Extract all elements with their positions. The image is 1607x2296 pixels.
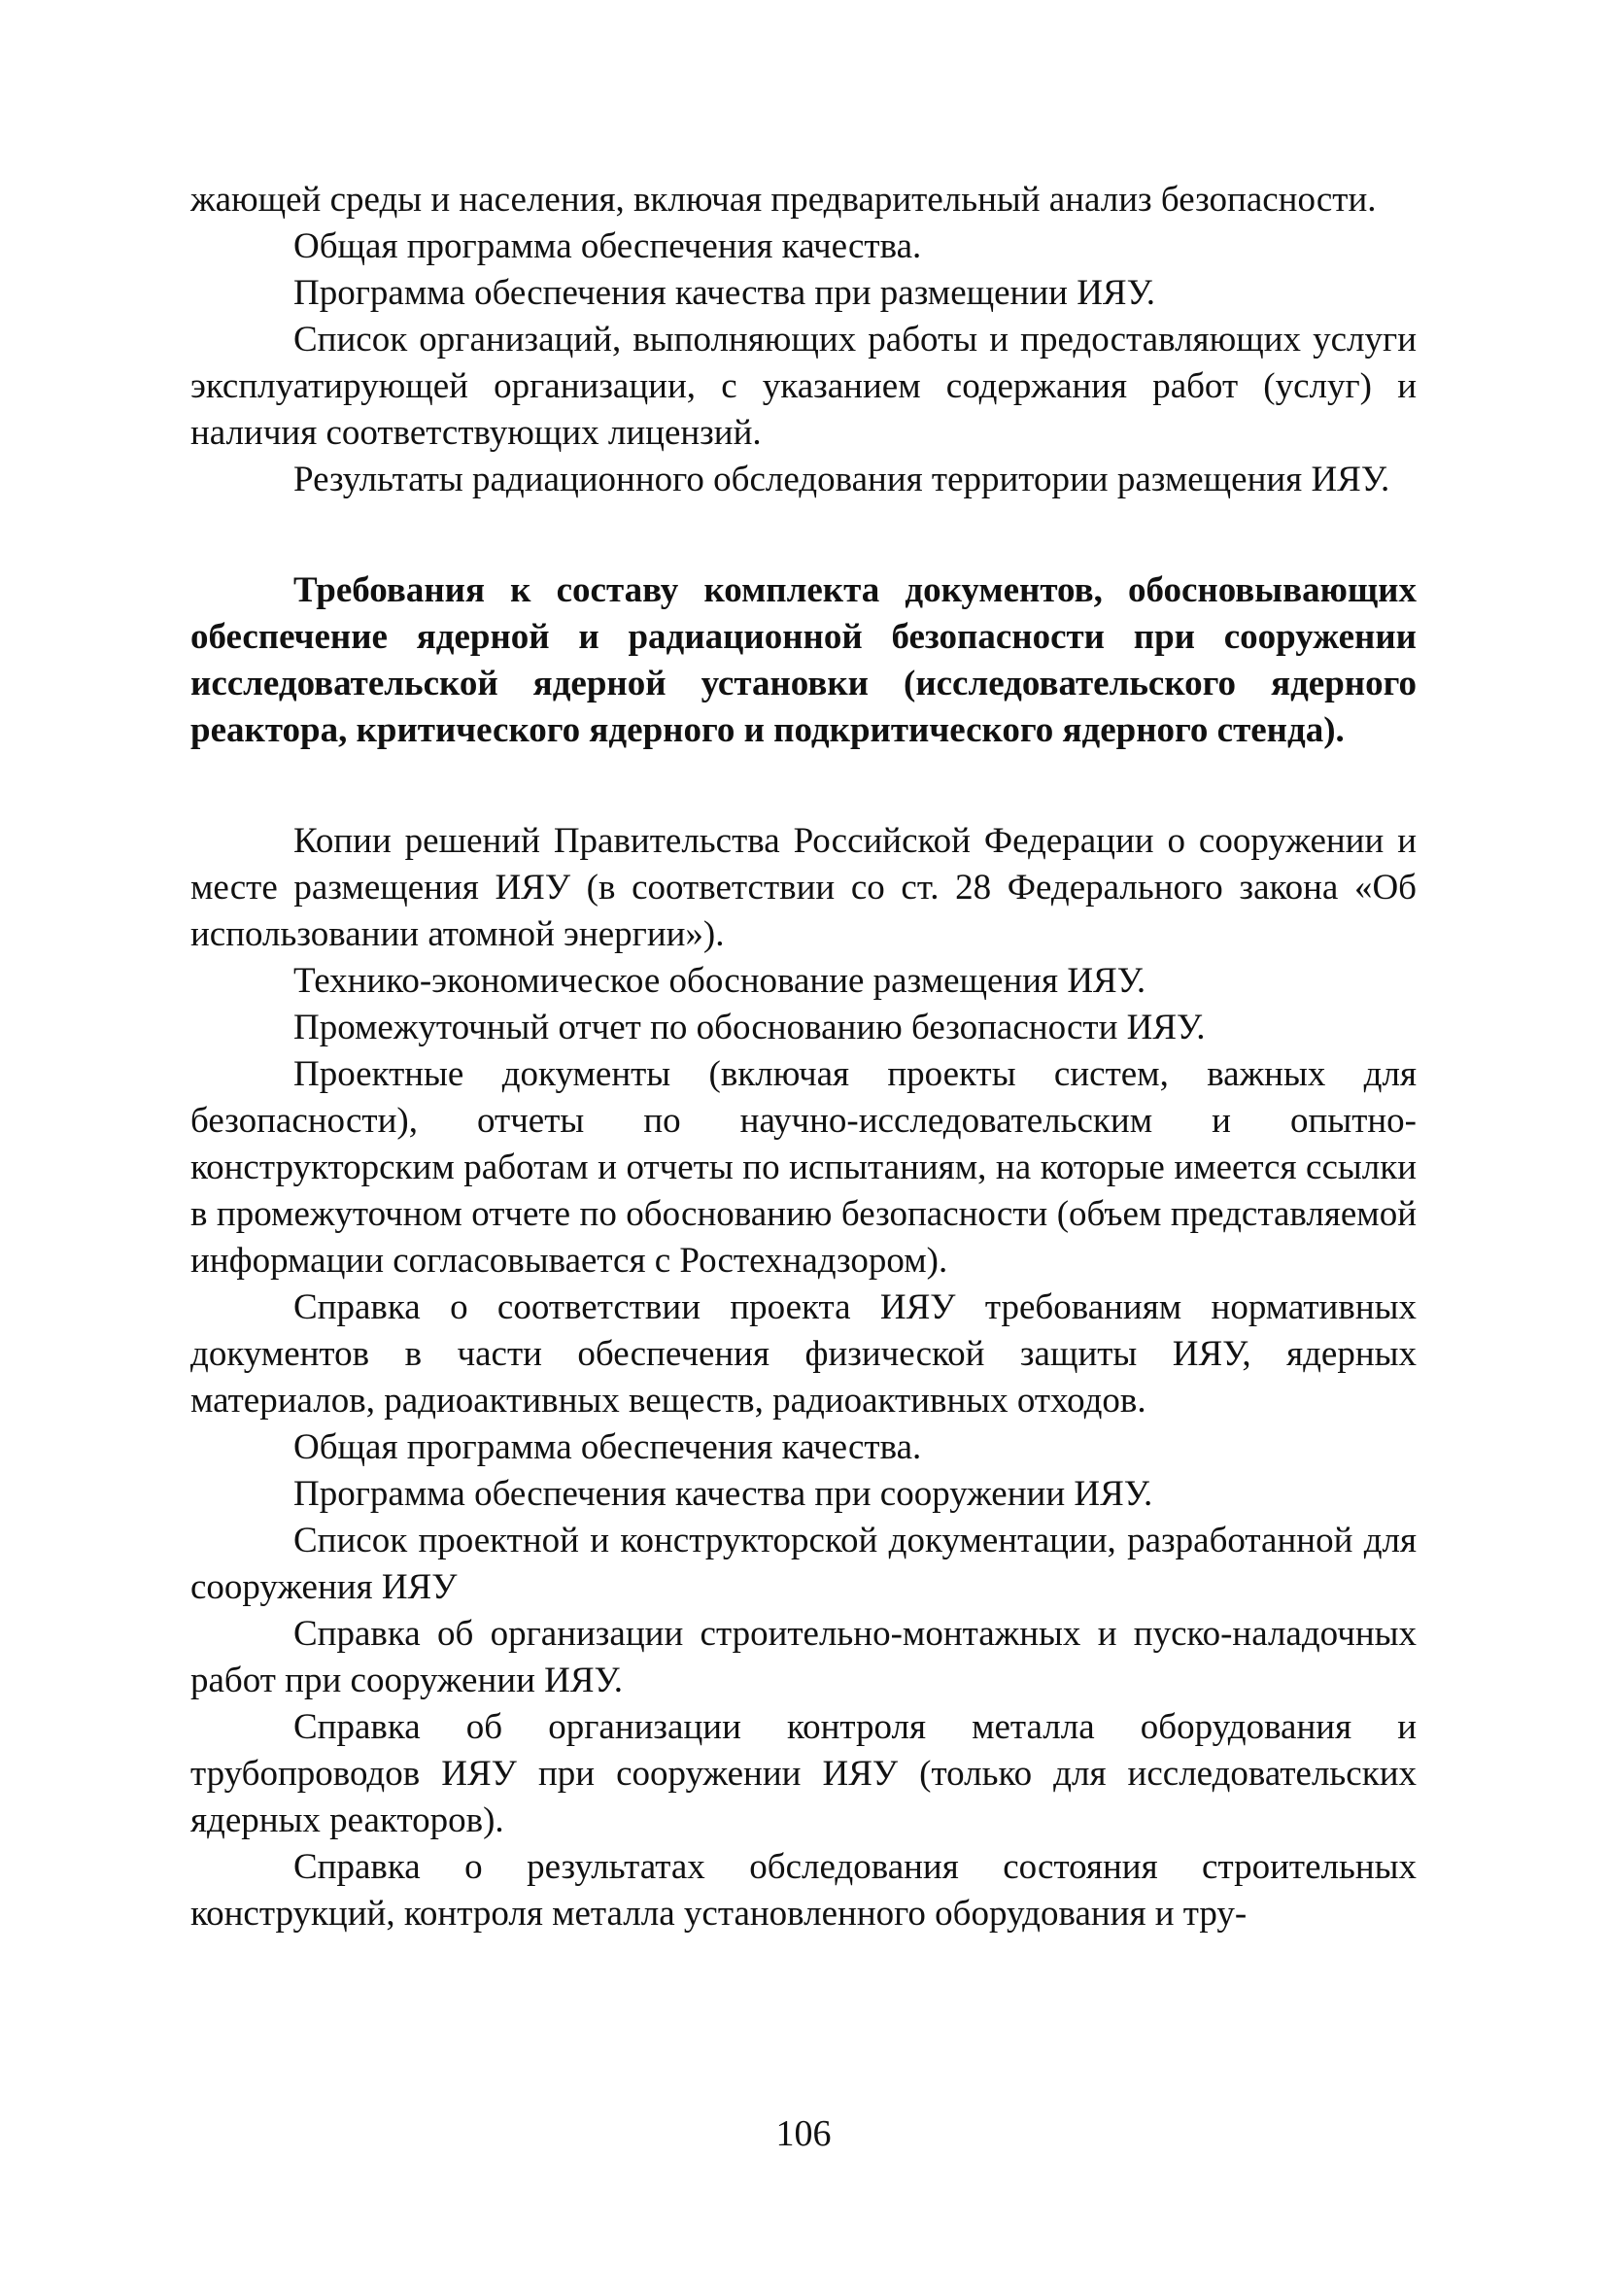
paragraphs-before-heading [190,177,1417,503]
paragraph: Список организаций, выполняющих работы и предоставляющих услуги эксплуатирующей организации, с указанием содержания работ (услуг) и наличия соответствующих лицензий. [190,320,1417,453]
paragraph: Программа обеспечения качества при размещении ИЯУ. [293,273,1156,313]
paragraph: Копии решений Правительства Российской Федерации о сооружении и месте размещения ИЯУ (в соответствии со ст. 28 Федерального закона «Об использовании атомной энергии»). [190,821,1417,954]
paragraph: Общая программа обеспечения качества. [293,1427,922,1467]
spacer [190,503,1417,567]
paragraph: Справка об организации строительно-монтажных и пуско-наладочных работ при сооружении ИЯУ. [190,1614,1417,1700]
paragraph: Проектные документы (включая проекты систем, важных для безопасности), отчеты по научно-исследовательским и опытно-конструкторским работам и отчеты по испытаниям, на которые имеется ссылки в промежуточном отчете по обоснованию безопасности (объем представляемой информации согласовывается с Ростехнадзором). [190,1054,1417,1281]
paragraph: Промежуточный отчет по обоснованию безопасности ИЯУ. [293,1008,1206,1047]
paragraph-continued: жающей среды и населения, включая предварительный анализ безопасности. [190,180,1377,220]
paragraph: Справка о соответствии проекта ИЯУ требованиям нормативных документов в части обеспечения физической защиты ИЯУ, ядерных материалов, радиоактивных веществ, радиоактивных отходов. [190,1287,1417,1421]
paragraph: Результаты радиационного обследования территории размещения ИЯУ. [293,460,1390,499]
section-heading: Требования к составу комплекта документов, обосновывающих обеспечение ядерной и радиационной безопасности при сооружении исследовательской ядерной установки (исследовательского ядерного реактора, критического ядерного и подкритического ядерного стенда). [190,570,1417,750]
paragraph: Список проектной и конструкторской документации, разработанной для сооружения ИЯУ [190,1521,1417,1607]
paragraph: Общая программа обеспечения качества. [293,226,922,266]
spacer [190,754,1417,818]
paragraph: Технико-экономическое обоснование размещения ИЯУ. [293,961,1146,1001]
page-number: 106 [775,2113,832,2154]
paragraphs-after-heading [190,818,1417,1937]
page-content [190,177,1417,1937]
paragraph: Справка об организации контроля металла оборудования и трубопроводов ИЯУ при сооружении ИЯУ (только для исследовательских ядерных реакторов). [190,1707,1417,1840]
paragraph: Справка о результатах обследования состояния строительных конструкций, контроля металла установленного оборудования и тру- [190,1847,1417,1934]
paragraph: Программа обеспечения качества при сооружении ИЯУ. [293,1474,1153,1514]
